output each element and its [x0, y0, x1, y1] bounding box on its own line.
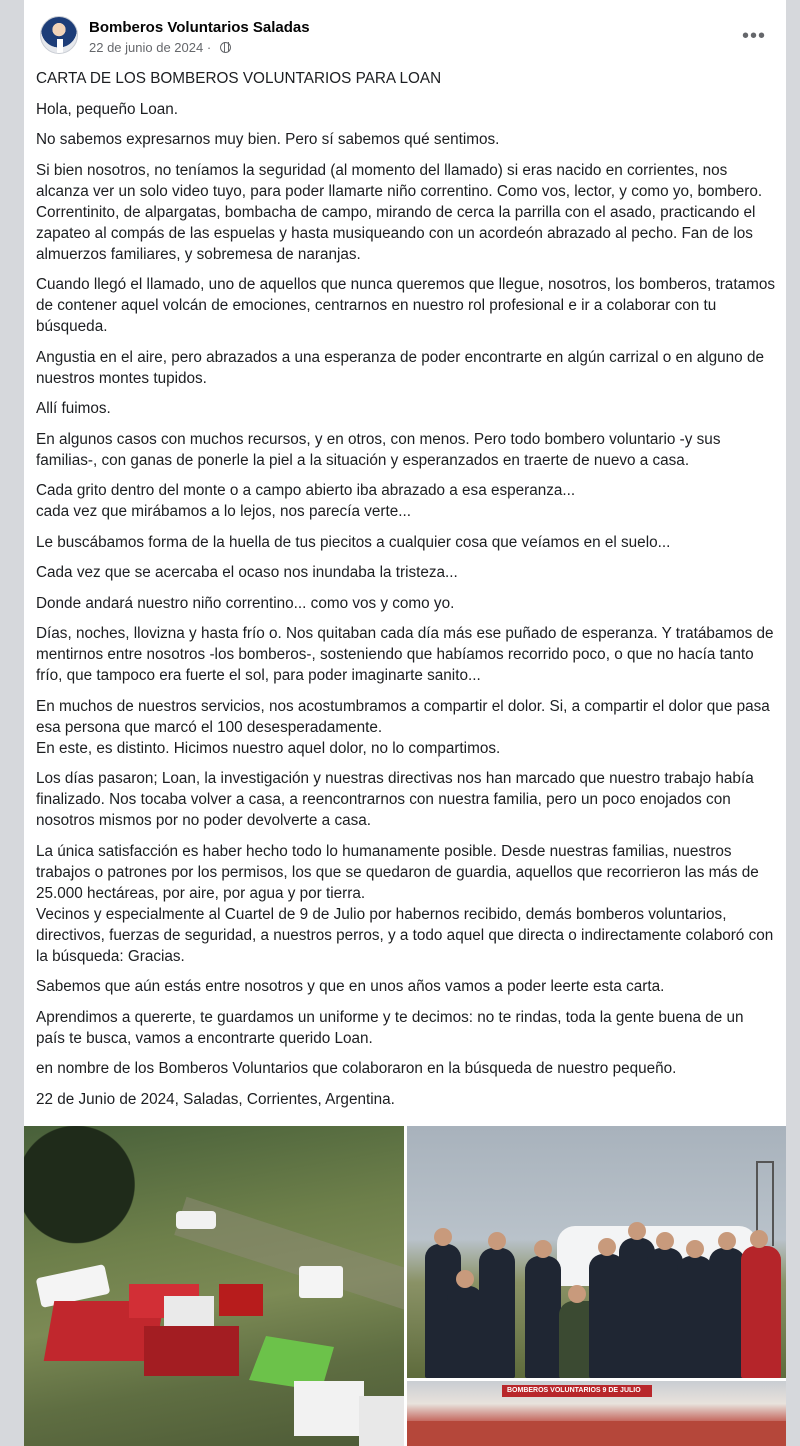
post-paragraph [36, 68, 776, 89]
post-paragraph [36, 1089, 776, 1110]
paragraph-line: Si bien nosotros, no teníamos la seguridad (al momento del llamado) si eras nacido en corrientes, nos alcanza ver un solo video tuyo, para poder llamarte niño correntino. Como vos, lector, y como yo, bombero. Correntinito, de alpargatas, bombacha de campo, mirando de cerca la parrilla con el asado, practicando el zapateo al compás de las espuelas y hasta musiqueando con un acordeón abrazado al pecho. Fan de los almuerzos familiares, y sobremesa de naranjas. [36, 161, 763, 263]
post-paragraph [36, 841, 776, 967]
fire-station-sign-text: BOMBEROS VOLUNTARIOS 9 DE JULIO [507, 1387, 641, 1394]
photo-aerial-camp[interactable] [24, 1126, 404, 1446]
paragraph-line: en nombre de los Bomberos Voluntarios que colaboraron en la búsqueda de nuestro pequeño. [36, 1060, 677, 1077]
paragraph-line: cada vez que mirábamos a lo lejos, nos parecía verte... [36, 503, 411, 520]
post-paragraph [36, 347, 776, 389]
post-paragraph [36, 696, 776, 759]
page-name-link[interactable]: Bomberos Voluntarios Saladas [89, 19, 310, 36]
paragraph-line: No sabemos expresarnos muy bien. Pero sí sabemos qué sentimos. [36, 131, 500, 148]
photo-firefighters-group[interactable] [407, 1126, 786, 1378]
paragraph-line: En muchos de nuestros servicios, nos acostumbramos a compartir el dolor. Si, a compartir el dolor que pasa esa persona que marcó el 100 desesperadamente. [36, 697, 770, 736]
post-timestamp[interactable] [89, 40, 231, 55]
paragraph-line: Aprendimos a quererte, te guardamos un uniforme y te decimos: no te rindas, toda la gente buena de un país te busca, vamos a encontrarte querido Loan. [36, 1008, 744, 1047]
paragraph-line: Le buscábamos forma de la huella de tus piecitos a cualquier cosa que veíamos en el suelo... [36, 533, 671, 551]
paragraph-line: En este, es distinto. Hicimos nuestro aquel dolor, no lo compartimos. [36, 739, 501, 757]
photo-fire-station[interactable] [407, 1381, 786, 1446]
paragraph-line: 22 de Junio de 2024, Saladas, Corrientes, Argentina. [36, 1090, 395, 1108]
post-card [24, 0, 786, 1446]
post-paragraph [36, 429, 776, 471]
paragraph-line: En algunos casos con muchos recursos, y en otros, con menos. Pero todo bombero voluntario -y sus familias-, con ganas de ponerle la piel a la situación y esperanzados en traerte de nuevo a casa. [36, 430, 721, 469]
post-paragraph [36, 562, 776, 583]
post-paragraph [36, 768, 776, 831]
paragraph-line: Donde andará nuestro niño correntino... como vos y como yo. [36, 594, 455, 612]
paragraph-line: La única satisfacción es haber hecho todo lo humanamente posible. Desde nuestras familias, nuestros trabajos o patrones por los permisos, los que se quedaron de guardia, aquellos que recorrieron las más de 25.000 hectáreas, por aire, por agua y por tierra. [36, 842, 759, 902]
post-paragraph [36, 593, 776, 614]
post-paragraph [36, 99, 776, 120]
photo-grid [24, 1126, 786, 1446]
paragraph-line: Sabemos que aún estás entre nosotros y que en unos años vamos a poder leerte esta carta. [36, 978, 665, 995]
globe-icon [220, 42, 231, 53]
post-body [36, 68, 776, 1119]
post-header [24, 8, 786, 64]
paragraph-line: Días, noches, llovizna y hasta frío o. Nos quitaban cada día más ese puñado de esperanza. Y tratábamos de mentirnos entre nosotros -los bomberos-, sosteniendo que habíamos recorrido poco, o que no hacía tanto frío, que tampoco era fuerte el sol, para poder imaginarte sanito... [36, 625, 774, 684]
post-paragraph [36, 129, 776, 150]
post-paragraph [36, 623, 776, 686]
paragraph-line: CARTA DE LOS BOMBEROS VOLUNTARIOS PARA LOAN [36, 70, 442, 87]
post-paragraph [36, 398, 776, 419]
post-paragraph [36, 274, 776, 337]
paragraph-line: Allí fuimos. [36, 400, 111, 417]
post-paragraph [36, 1058, 776, 1079]
more-options-button[interactable]: ••• [741, 25, 766, 47]
post-paragraph [36, 480, 776, 522]
post-paragraph [36, 976, 776, 997]
paragraph-line: Cada grito dentro del monte o a campo abierto iba abrazado a esa esperanza... [36, 482, 576, 499]
post-paragraph [36, 532, 776, 553]
paragraph-line: Vecinos y especialmente al Cuartel de 9 de Julio por habernos recibido, demás bomberos voluntarios, directivos, fuerzas de seguridad, a nuestros perros, y a todo aquel que directa o indirectamente colaboró con la búsqueda: Gracias. [36, 905, 774, 965]
post-date-text[interactable]: 22 de junio de 2024 · [89, 40, 215, 55]
paragraph-line: Cuando llegó el llamado, uno de aquellos que nunca queremos que llegue, nosotros, los bomberos, tratamos de contener aquel volcán de emociones, centrarnos en nuestro rol profesional e ir a colaborar con tu búsqueda. [36, 276, 775, 335]
paragraph-line: Hola, pequeño Loan. [36, 100, 179, 118]
paragraph-line: Cada vez que se acercaba el ocaso nos inundaba la tristeza... [36, 564, 458, 581]
page-avatar[interactable] [40, 16, 78, 54]
post-paragraph [36, 160, 776, 265]
post-paragraph [36, 1007, 776, 1049]
paragraph-line: Los días pasaron; Loan, la investigación y nuestras directivas nos han marcado que nuestro trabajo había finalizado. Nos tocaba volver a casa, a reencontrarnos con nuestra familia, pero un poco enojados con nosotros mismos por no poder devolverte a casa. [36, 770, 754, 829]
paragraph-line: Angustia en el aire, pero abrazados a una esperanza de poder encontrarte en algún carrizal o en alguno de nuestros montes tupidos. [36, 348, 764, 387]
